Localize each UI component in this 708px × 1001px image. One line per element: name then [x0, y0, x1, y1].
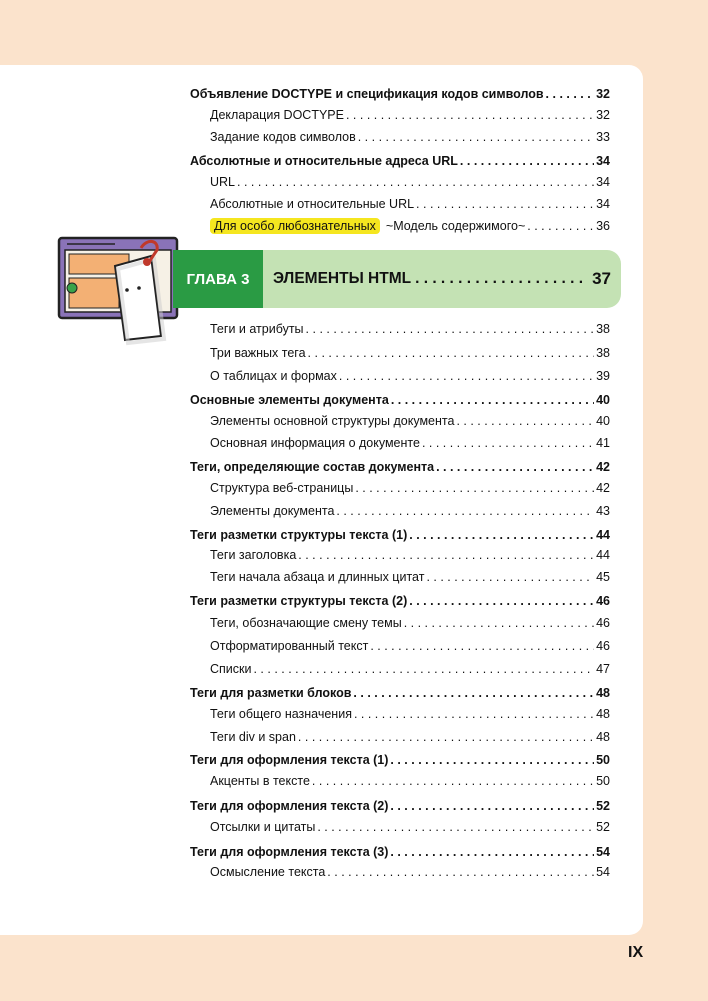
toc-subsection: Теги заголовка . . . 44 [210, 545, 610, 565]
toc-subsection: Теги и атрибуты . . . 38 [210, 319, 610, 339]
toc-section: Объявление DOCTYPE и спецификация кодов символов . . . 32 [190, 84, 610, 104]
toc-section: Теги разметки структуры текста (1) . . . 44 [190, 525, 610, 545]
toc-subsection: Элементы документа . . . 43 [210, 501, 610, 521]
toc-section: Теги для оформления текста (1) . . . 50 [190, 750, 610, 770]
toc-subsection: Акценты в тексте . . . 50 [210, 771, 610, 791]
toc-subsection: Элементы основной структуры документа . . . 40 [210, 411, 610, 431]
toc-subsection: Задание кодов символов . . . 33 [210, 127, 610, 147]
web-page-illustration-icon [55, 228, 185, 348]
toc-subsection: Отсылки и цитаты . . . 52 [210, 817, 610, 837]
toc-subsection: Осмысление текста . . . 54 [210, 862, 610, 882]
toc-section: Теги для оформления текста (2) . . . 52 [190, 796, 610, 816]
toc-subsection: Списки . . . 47 [210, 659, 610, 679]
chapter-title: ЭЛЕМЕНТЫ HTML . . . 37 [273, 250, 611, 308]
toc-section: Основные элементы документа . . . 40 [190, 390, 610, 410]
toc-subsection: Декларация DOCTYPE . . . 32 [210, 105, 610, 125]
toc-subsection: О таблицах и формах . . . 39 [210, 366, 610, 386]
toc-subsection: Теги начала абзаца и длинных цитат . . . 45 [210, 567, 610, 587]
toc-subsection: Отформатированный текст . . . 46 [210, 636, 610, 656]
toc-section: Теги для разметки блоков . . . 48 [190, 683, 610, 703]
chapter-banner [173, 250, 621, 308]
page-number: IX [628, 944, 644, 961]
toc-subsection: Теги общего назначения . . . 48 [210, 704, 610, 724]
toc-subsection: Структура веб-страницы . . . 42 [210, 478, 610, 498]
toc-section: Теги для оформления текста (3) . . . 54 [190, 842, 610, 862]
toc-subsection: Абсолютные и относительные URL . . . 34 [210, 194, 610, 214]
toc-section: Теги, определяющие состав документа . . . 42 [190, 457, 610, 477]
toc-subsection: Теги div и span . . . 48 [210, 727, 610, 747]
toc-subsection: Основная информация о документе . . . 41 [210, 433, 610, 453]
toc-section: Абсолютные и относительные адреса URL . . . 34 [190, 151, 610, 171]
toc-subsection-highlighted: Для особо любознательных ~Модель содержимого~ . . . 36 [210, 216, 610, 236]
toc-section: Теги разметки структуры текста (2) . . . 46 [190, 591, 610, 611]
toc-subsection: Три важных тега . . . 38 [210, 343, 610, 363]
toc-subsection: URL . . . 34 [210, 172, 610, 192]
toc-subsection: Теги, обозначающие смену темы . . . 46 [210, 613, 610, 633]
highlight-label: Для особо любознательных [210, 218, 380, 234]
chapter-tag: ГЛАВА 3 [173, 250, 263, 308]
